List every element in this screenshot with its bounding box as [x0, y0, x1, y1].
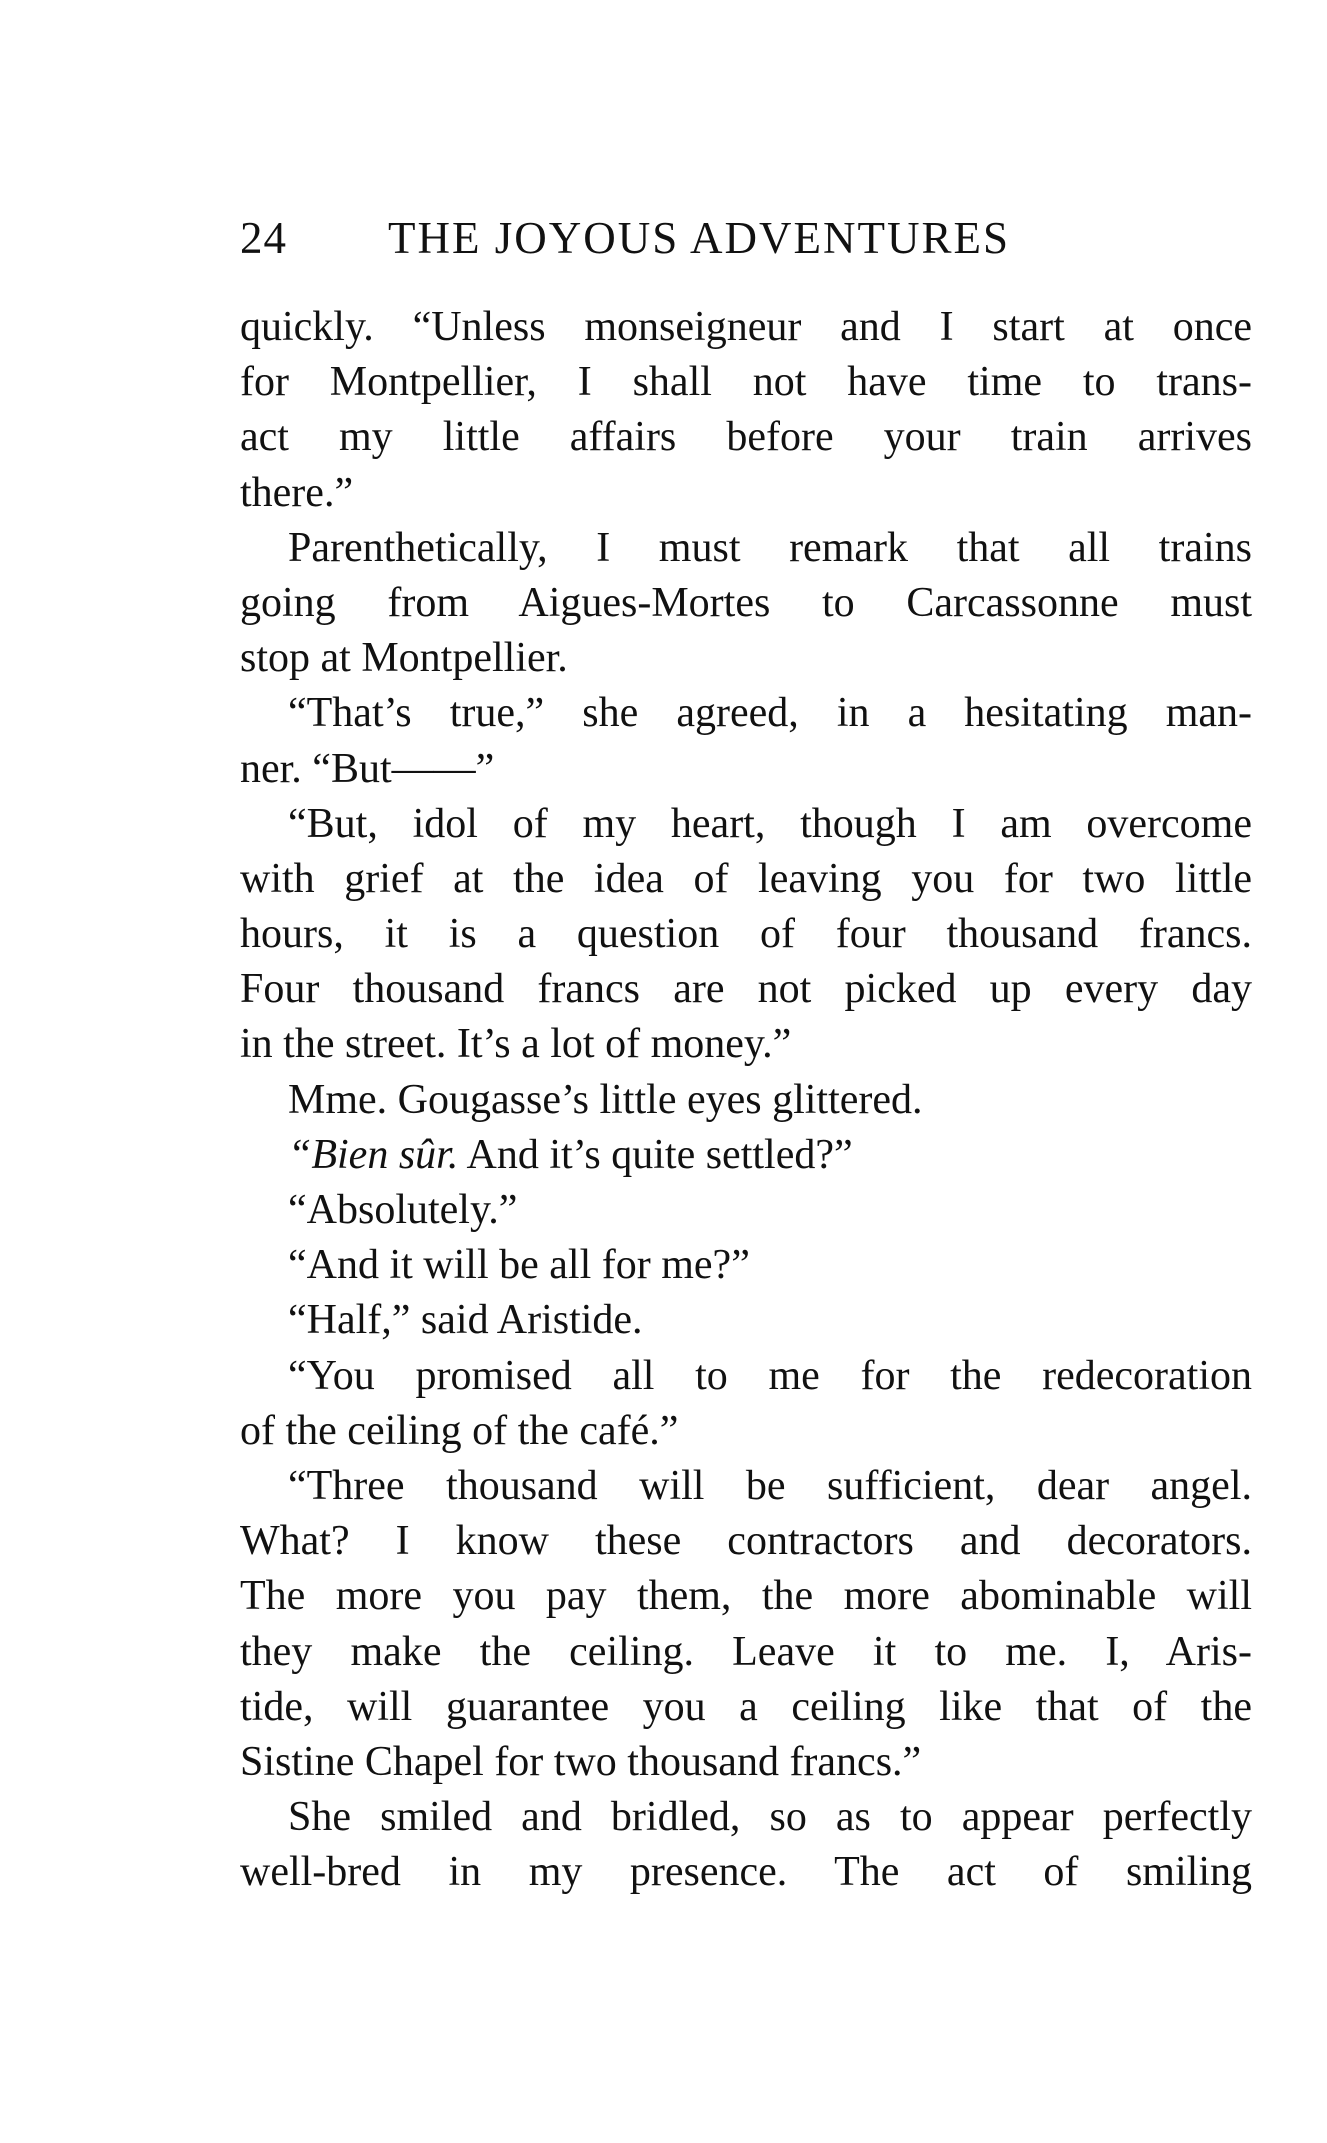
page-number: 24: [240, 213, 287, 263]
text-line: “Absolutely.”: [288, 1187, 518, 1233]
text-line: in the street. It’s a lot of money.”: [240, 1021, 792, 1068]
text-line: “Three thousand will be sufficient, dear angel.: [288, 1462, 1252, 1509]
text-line: hours, it is a question of four thousand francs.: [240, 911, 1252, 958]
text-line: going from Aigues-Mortes to Carcassonne must: [240, 579, 1252, 626]
text-line: Sistine Chapel for two thousand francs.”: [240, 1738, 922, 1785]
text-line: She smiled and bridled, so as to appear perfectly: [288, 1794, 1252, 1841]
text-line: “Half,” said Aristide.: [288, 1297, 643, 1344]
text-fragment: And it’s quite settled?”: [466, 1131, 853, 1178]
text-line: “And it will be all for me?”: [288, 1242, 750, 1289]
running-head: THE JOYOUS ADVENTURES: [388, 213, 1011, 263]
text-line: quickly. “Unless monseigneur and I start at once: [240, 304, 1252, 350]
body-text: [240, 300, 1252, 1900]
text-line: Parenthetically, I must remark that all trains: [288, 524, 1252, 571]
text-line: ner. “But——”: [240, 745, 495, 792]
text-line: “You promised all to me for the redecoration: [288, 1352, 1252, 1399]
text-line: tide, will guarantee you a ceiling like that of the: [240, 1683, 1252, 1730]
text-line: Mme. Gougasse’s little eyes glittered.: [288, 1076, 923, 1123]
text-line-mixed: [240, 1128, 1252, 1183]
text-line: for Montpellier, I shall not have time to trans-: [240, 359, 1252, 406]
text-line: The more you pay them, the more abominable will: [240, 1573, 1252, 1620]
text-line: “That’s true,” she agreed, in a hesitating man-: [288, 690, 1252, 737]
text-line: “But, idol of my heart, though I am overcome: [288, 800, 1252, 847]
text-line: of the ceiling of the café.”: [240, 1407, 679, 1454]
page-header: [240, 212, 1120, 272]
text-line: they make the ceiling. Leave it to me. I, Aris-: [240, 1628, 1252, 1675]
text-line: there.”: [240, 469, 354, 516]
text-line: stop at Montpellier.: [240, 635, 568, 682]
italic-phrase: “Bien sûr.: [288, 1131, 459, 1178]
text-line: with grief at the idea of leaving you for two little: [240, 855, 1252, 902]
text-line: What? I know these contractors and decorators.: [240, 1518, 1252, 1565]
text-line: Four thousand francs are not picked up every day: [240, 966, 1252, 1013]
text-line: well-bred in my presence. The act of smiling: [240, 1849, 1252, 1896]
text-line: act my little affairs before your train arrives: [240, 414, 1252, 461]
